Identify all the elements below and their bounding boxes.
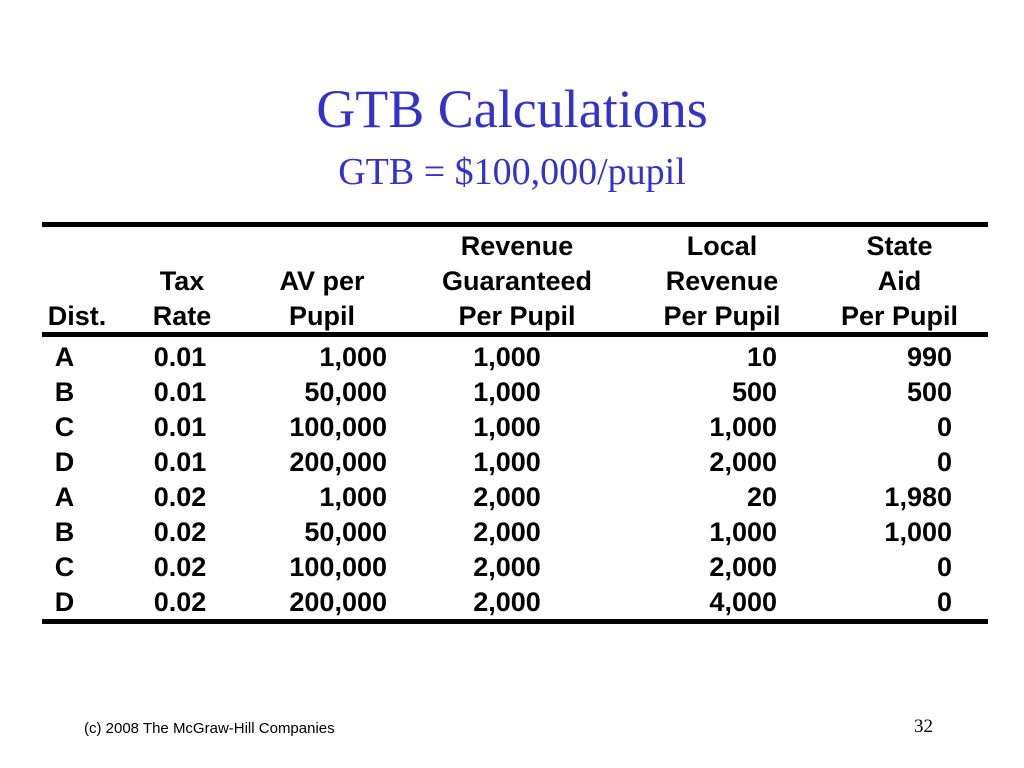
header-tax-rate-line-2: Tax <box>159 266 205 296</box>
cell-tax-rate: 0.01 <box>153 342 207 372</box>
cell-av-per-pupil: 50,000 <box>304 377 387 407</box>
header-av-per-pupil-line-3: Pupil <box>289 301 355 331</box>
header-state-aid-line-3: Per Pupil <box>840 301 959 331</box>
cell-local-revenue: 1,000 <box>709 412 777 442</box>
cell-tax-rate: 0.02 <box>153 552 207 582</box>
header-revenue-guaranteed-line-1: Revenue <box>460 231 574 261</box>
cell-tax-rate: 0.02 <box>153 587 207 617</box>
cell-local-revenue: 20 <box>746 482 777 512</box>
cell-local-revenue: 500 <box>731 377 777 407</box>
header-dist-line-3: Dist. <box>47 301 107 331</box>
cell-state-aid: 990 <box>906 342 952 372</box>
cell-local-revenue: 2,000 <box>709 447 777 477</box>
cell-local-revenue: 4,000 <box>709 587 777 617</box>
header-revenue-guaranteed-line-2: Guaranteed <box>441 266 593 296</box>
cell-local-revenue: 1,000 <box>709 517 777 547</box>
cell-state-aid: 1,980 <box>884 482 952 512</box>
cell-revenue-guaranteed: 2,000 <box>473 517 541 547</box>
header-av-per-pupil-line-2: AV per <box>279 266 365 296</box>
cell-av-per-pupil: 100,000 <box>289 552 387 582</box>
cell-revenue-guaranteed: 2,000 <box>473 587 541 617</box>
cell-dist: B <box>54 517 75 547</box>
cell-revenue-guaranteed: 2,000 <box>473 482 541 512</box>
header-local-revenue-line-2: Revenue <box>665 266 779 296</box>
cell-state-aid: 0 <box>936 412 952 442</box>
header-state-aid-line-1: State <box>866 231 933 261</box>
header-tax-rate-line-3: Rate <box>152 301 212 331</box>
cell-revenue-guaranteed: 1,000 <box>473 377 541 407</box>
table-bottom-rule <box>42 619 988 624</box>
cell-revenue-guaranteed: 1,000 <box>473 412 541 442</box>
cell-local-revenue: 2,000 <box>709 552 777 582</box>
cell-tax-rate: 0.01 <box>153 412 207 442</box>
cell-dist: C <box>54 412 75 442</box>
cell-av-per-pupil: 50,000 <box>304 517 387 547</box>
cell-tax-rate: 0.01 <box>153 447 207 477</box>
cell-revenue-guaranteed: 1,000 <box>473 447 541 477</box>
cell-av-per-pupil: 100,000 <box>289 412 387 442</box>
page-number: 32 <box>914 716 933 737</box>
header-state-aid-line-2: Aid <box>877 266 922 296</box>
slide-title: GTB Calculations <box>316 79 708 139</box>
copyright-footer: (c) 2008 The McGraw-Hill Companies <box>84 720 335 737</box>
cell-state-aid: 0 <box>936 447 952 477</box>
cell-dist: C <box>54 552 75 582</box>
cell-state-aid: 0 <box>936 552 952 582</box>
gtb-table <box>42 222 988 624</box>
cell-revenue-guaranteed: 1,000 <box>473 342 541 372</box>
cell-tax-rate: 0.01 <box>153 377 207 407</box>
cell-revenue-guaranteed: 2,000 <box>473 552 541 582</box>
cell-av-per-pupil: 200,000 <box>289 587 387 617</box>
cell-av-per-pupil: 200,000 <box>289 447 387 477</box>
cell-tax-rate: 0.02 <box>153 517 207 547</box>
slide-subtitle: GTB = $100,000/pupil <box>338 151 686 193</box>
cell-state-aid: 500 <box>906 377 952 407</box>
cell-local-revenue: 10 <box>746 342 777 372</box>
cell-state-aid: 1,000 <box>884 517 952 547</box>
header-revenue-guaranteed-line-3: Per Pupil <box>458 301 576 331</box>
header-local-revenue-line-3: Per Pupil <box>663 301 781 331</box>
cell-av-per-pupil: 1,000 <box>319 482 387 512</box>
cell-dist: A <box>54 342 75 372</box>
cell-dist: B <box>54 377 75 407</box>
cell-dist: A <box>54 482 75 512</box>
table-top-rule <box>42 222 988 227</box>
cell-av-per-pupil: 1,000 <box>319 342 387 372</box>
cell-tax-rate: 0.02 <box>153 482 207 512</box>
cell-dist: D <box>54 587 75 617</box>
header-local-revenue-line-1: Local <box>686 231 758 261</box>
cell-state-aid: 0 <box>936 587 952 617</box>
cell-dist: D <box>54 447 75 477</box>
